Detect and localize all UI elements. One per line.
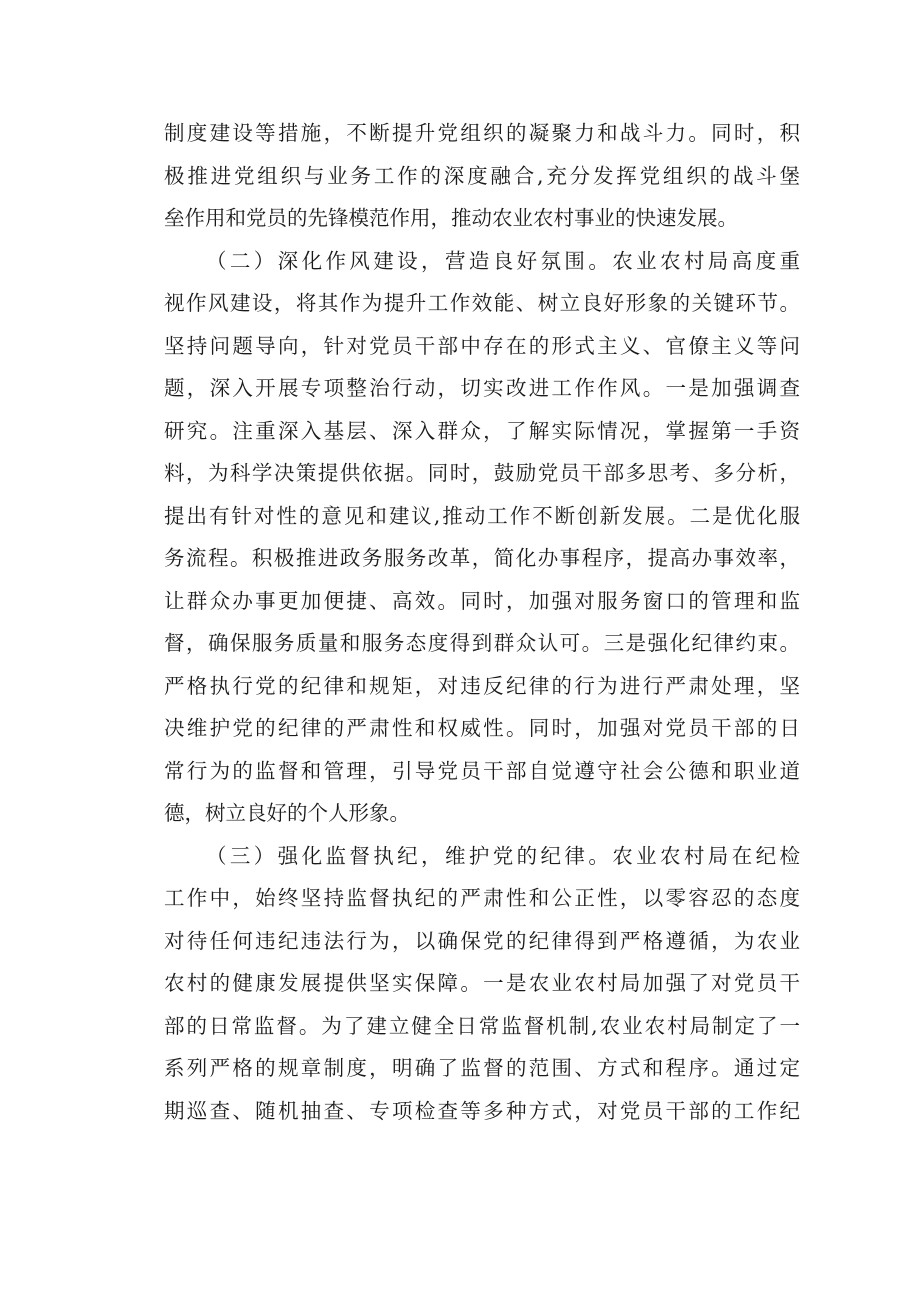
text-line: 研究。注重深入基层、深入群众，了解实际情况，掌握第一手资 [164,418,800,443]
section-heading-line: （二）深化作风建设，营造良好氛围。农业农村局高度重 [206,248,800,273]
text-line: 决维护党的纪律的严肃性和权威性。同时，加强对党员干部的日 [164,716,800,740]
text-line: 坚持问题导向，针对党员干部中存在的形式主义、官僚主义等问 [164,333,800,358]
text-line: 期巡查、随机抽查、专项检查等多种方式，对党员干部的工作纪 [164,1098,800,1123]
text-line: 对待任何违纪违法行为，以确保党的纪律得到严格遵循，为农业 [164,928,800,953]
text-line: 视作风建设，将其作为提升工作效能、树立良好形象的关键环节。 [164,291,800,315]
text-line: 系列严格的规章制度，明确了监督的范围、方式和程序。通过定 [164,1056,800,1080]
text-line: 制度建设等措施，不断提升党组织的凝聚力和战斗力。同时，积 [164,121,800,145]
text-line: 督，确保服务质量和服务态度得到群众认可。三是强化纪律约束。 [164,631,800,655]
text-line: 让群众办事更加便捷、高效。同时，加强对服务窗口的管理和监 [164,588,800,613]
text-line: 务流程。积极推进政务服务改革，简化办事程序，提高办事效率， [164,546,800,570]
text-line: 德，树立良好的个人形象。 [164,801,410,825]
text-line: 极推进党组织与业务工作的深度融合,充分发挥党组织的战斗堡 [164,163,800,188]
text-line: 工作中，始终坚持监督执纪的严肃性和公正性，以零容忍的态度 [164,886,800,910]
paragraph-supervision [164,835,800,1133]
text-line: 料，为科学决策提供依据。同时，鼓励党员干部多思考、多分析， [164,461,800,485]
section-heading-line: （三）强化监督执纪，维护党的纪律。农业农村局在纪检 [206,843,800,868]
document-body [164,112,800,1132]
text-line: 严格执行党的纪律和规矩，对违反纪律的行为进行严肃处理，坚 [164,673,800,698]
text-line: 农村的健康发展提供坚实保障。一是农业农村局加强了对党员干 [164,971,800,995]
text-line: 部的日常监督。为了建立健全日常监督机制,农业农村局制定了一 [164,1013,800,1038]
text-line: 题，深入开展专项整治行动，切实改进工作作风。一是加强调查 [164,376,800,400]
text-line: 垒作用和党员的先锋模范作用，推动农业农村事业的快速发展。 [164,206,738,230]
paragraph-style-building [164,240,800,835]
text-line: 提出有针对性的意见和建议,推动工作不断创新发展。二是优化服 [164,503,800,528]
text-line: 常行为的监督和管理，引导党员干部自觉遵守社会公德和职业道 [164,758,800,783]
paragraph-continuation [164,112,800,240]
